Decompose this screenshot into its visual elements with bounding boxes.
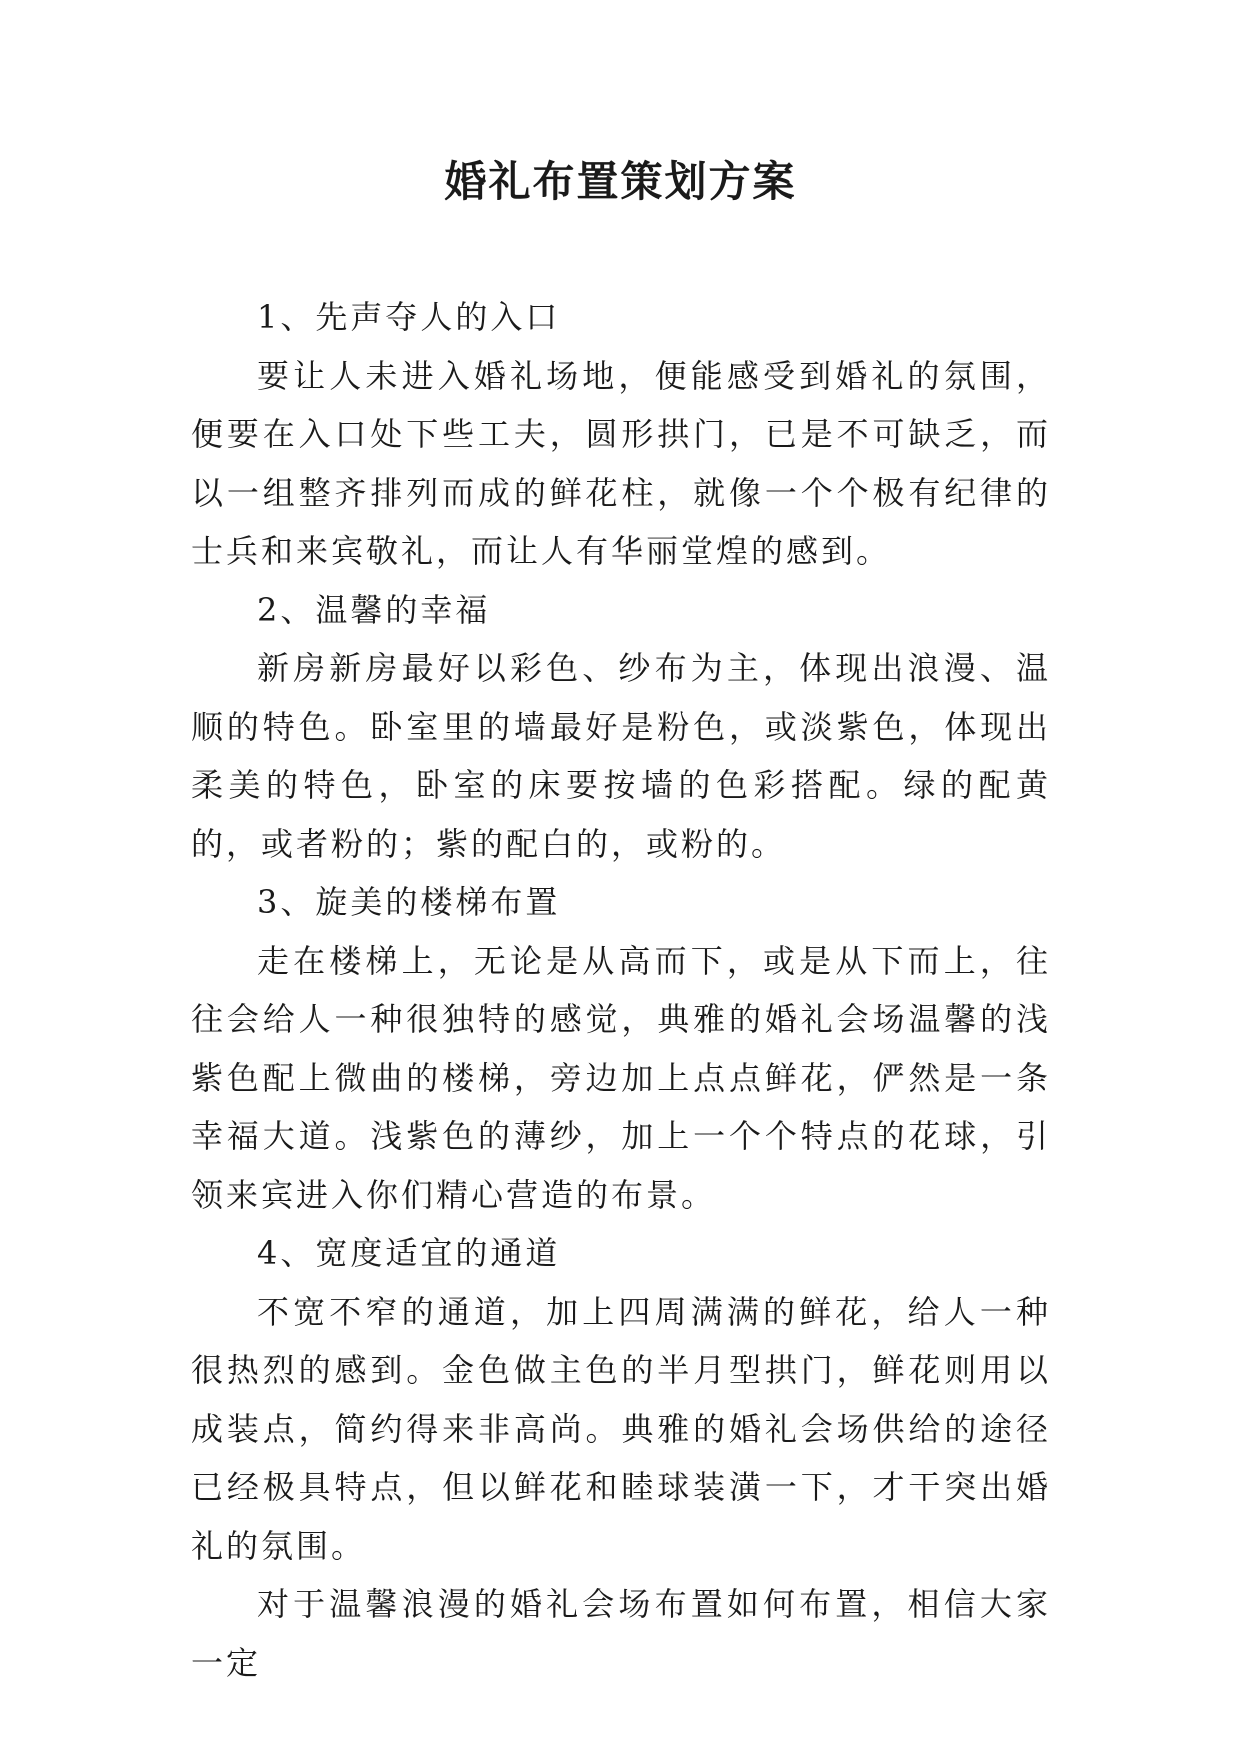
- closing-paragraph: 对于温馨浪漫的婚礼会场布置如何布置，相信大家一定: [191, 1585, 1051, 1682]
- section-paragraph: 不宽不窄的通道，加上四周满满的鲜花，给人一种很热烈的感到。金色做主色的半月型拱门，鲜花则用以成装点，简约得来非高尚。典雅的婚礼会场供给的途径已经极具特点，但以鲜花和睦球装潢一下，才干突出婚礼的氛围。: [191, 1292, 1051, 1565]
- section-heading: 4、宽度适宜的通道: [257, 1234, 561, 1272]
- section-paragraph: 走在楼梯上，无论是从高而下，或是从下而上，往往会给人一种很独特的感觉，典雅的婚礼会场温馨的浅紫色配上微曲的楼梯，旁边加上点点鲜花，俨然是一条幸福大道。浅紫色的薄纱，加上一个个特点的花球，引领来宾进入你们精心营造的布景。: [191, 941, 1051, 1214]
- document-title: 婚礼布置策划方案: [444, 157, 797, 206]
- section-heading: 1、先声夺人的入口: [257, 298, 561, 336]
- document-body: [191, 288, 1051, 1692]
- section-paragraph: 新房新房最好以彩色、纱布为主，体现出浪漫、温顺的特色。卧室里的墙最好是粉色，或淡紫色，体现出柔美的特色，卧室的床要按墙的色彩搭配。绿的配黄的，或者粉的；紫的配白的，或粉的。: [191, 649, 1051, 863]
- section-paragraph: 要让人未进入婚礼场地，便能感受到婚礼的氛围，便要在入口处下些工夫，圆形拱门，已是不可缺乏，而以一组整齐排列而成的鲜花柱，就像一个个极有纪律的士兵和来宾敬礼，而让人有华丽堂煌的感到。: [191, 356, 1051, 570]
- section-heading: 2、温馨的幸福: [257, 590, 491, 629]
- section-heading: 3、旋美的楼梯布置: [257, 883, 561, 921]
